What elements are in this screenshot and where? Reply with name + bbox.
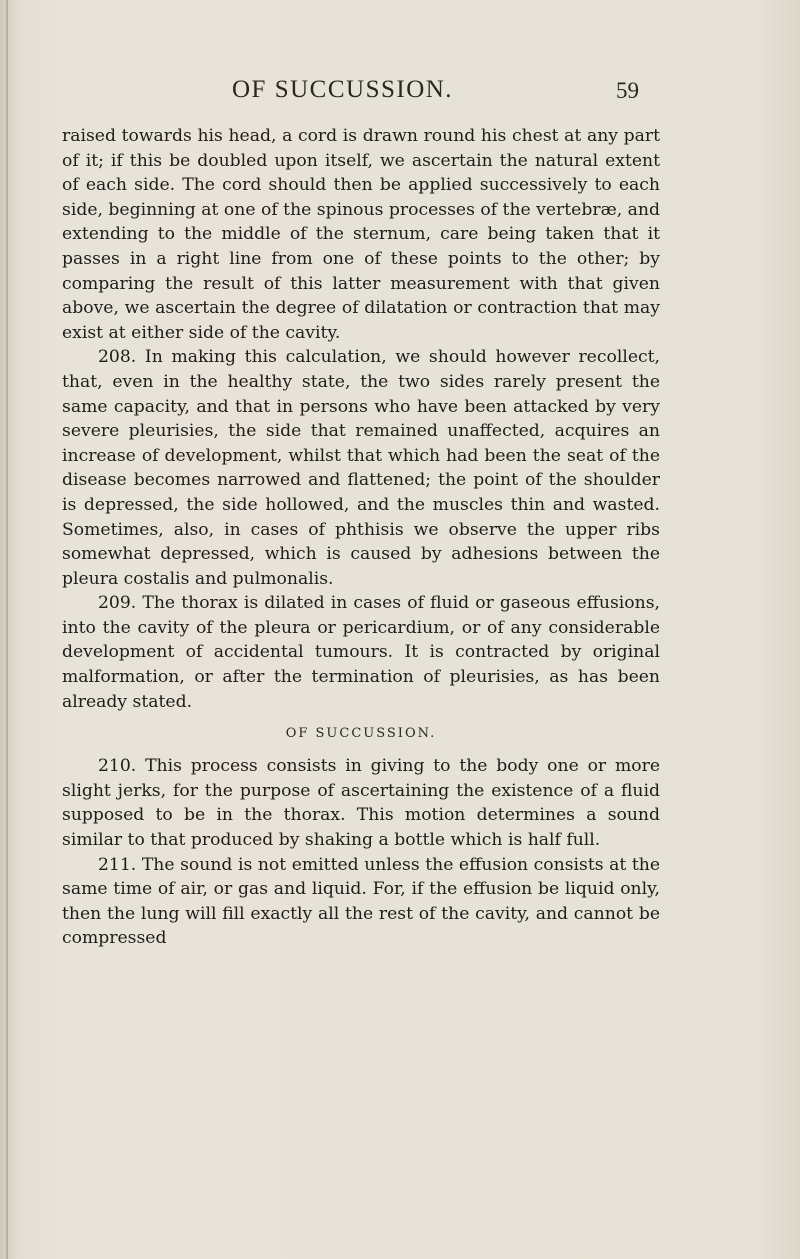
running-head <box>0 76 800 110</box>
section-heading: OF SUCCUSSION. <box>285 726 437 742</box>
binding-gutter <box>6 0 8 1259</box>
running-head-title: OF SUCCUSSION. <box>232 76 454 103</box>
paragraph-208: 208. In making this calculation, we should however recollect, that, even in the healthy state, the two sides rarely present the same capacity, and that in persons who have been attacked by very severe pleurisies, the side that remained unaffected, acquires an increase of development, whilst that which had been the seat of the disease becomes narrowed and flattened; the point of the shoulder is depressed, the side hollowed, and the muscles thin and wasted. Sometimes, also, in cases of phthisis we observe the upper ribs somewhat depressed, which is caused by adhesions between the pleura costalis and pulmonalis. <box>62 347 660 589</box>
paragraph-210: 210. This process consists in giving to the body one or more slight jerks, for the purpose of ascertaining the existence of a fluid supposed to be in the thorax. This motion determines a sound similar to that produced by shaking a bottle which is half full. <box>62 756 660 851</box>
paragraph-continuation: raised towards his head, a cord is drawn round his chest at any part of it; if this be doubled upon itself, we ascertain the natural extent of each side. The cord should then be applied successively to each side, beginning at one of the spinous processes of the vertebræ, and extending to the middle of the sternum, care being taken that it passes in a right line from one of these points to the other; by comparing the result of this latter measurement with that given above, we ascertain the degree of dilatation or contraction that may exist at either side of the cavity. <box>62 126 660 343</box>
paragraph-211: 211. The sound is not emitted unless the effusion consists at the same time of air, or gas and liquid. For, if the effusion be liquid only, then the lung will fill exactly all the rest of the cavity, and cannot be compressed <box>62 854 660 949</box>
paragraph-209: 209. The thorax is dilated in cases of fluid or gaseous effusions, into the cavity of the pleura or pericardium, or of any considerable development of accidental tumours. It is contracted by original malformation, or after the termination of pleurisies, as has been already stated. <box>62 593 660 712</box>
page-number: 59 <box>616 78 639 103</box>
body-text <box>62 124 660 951</box>
